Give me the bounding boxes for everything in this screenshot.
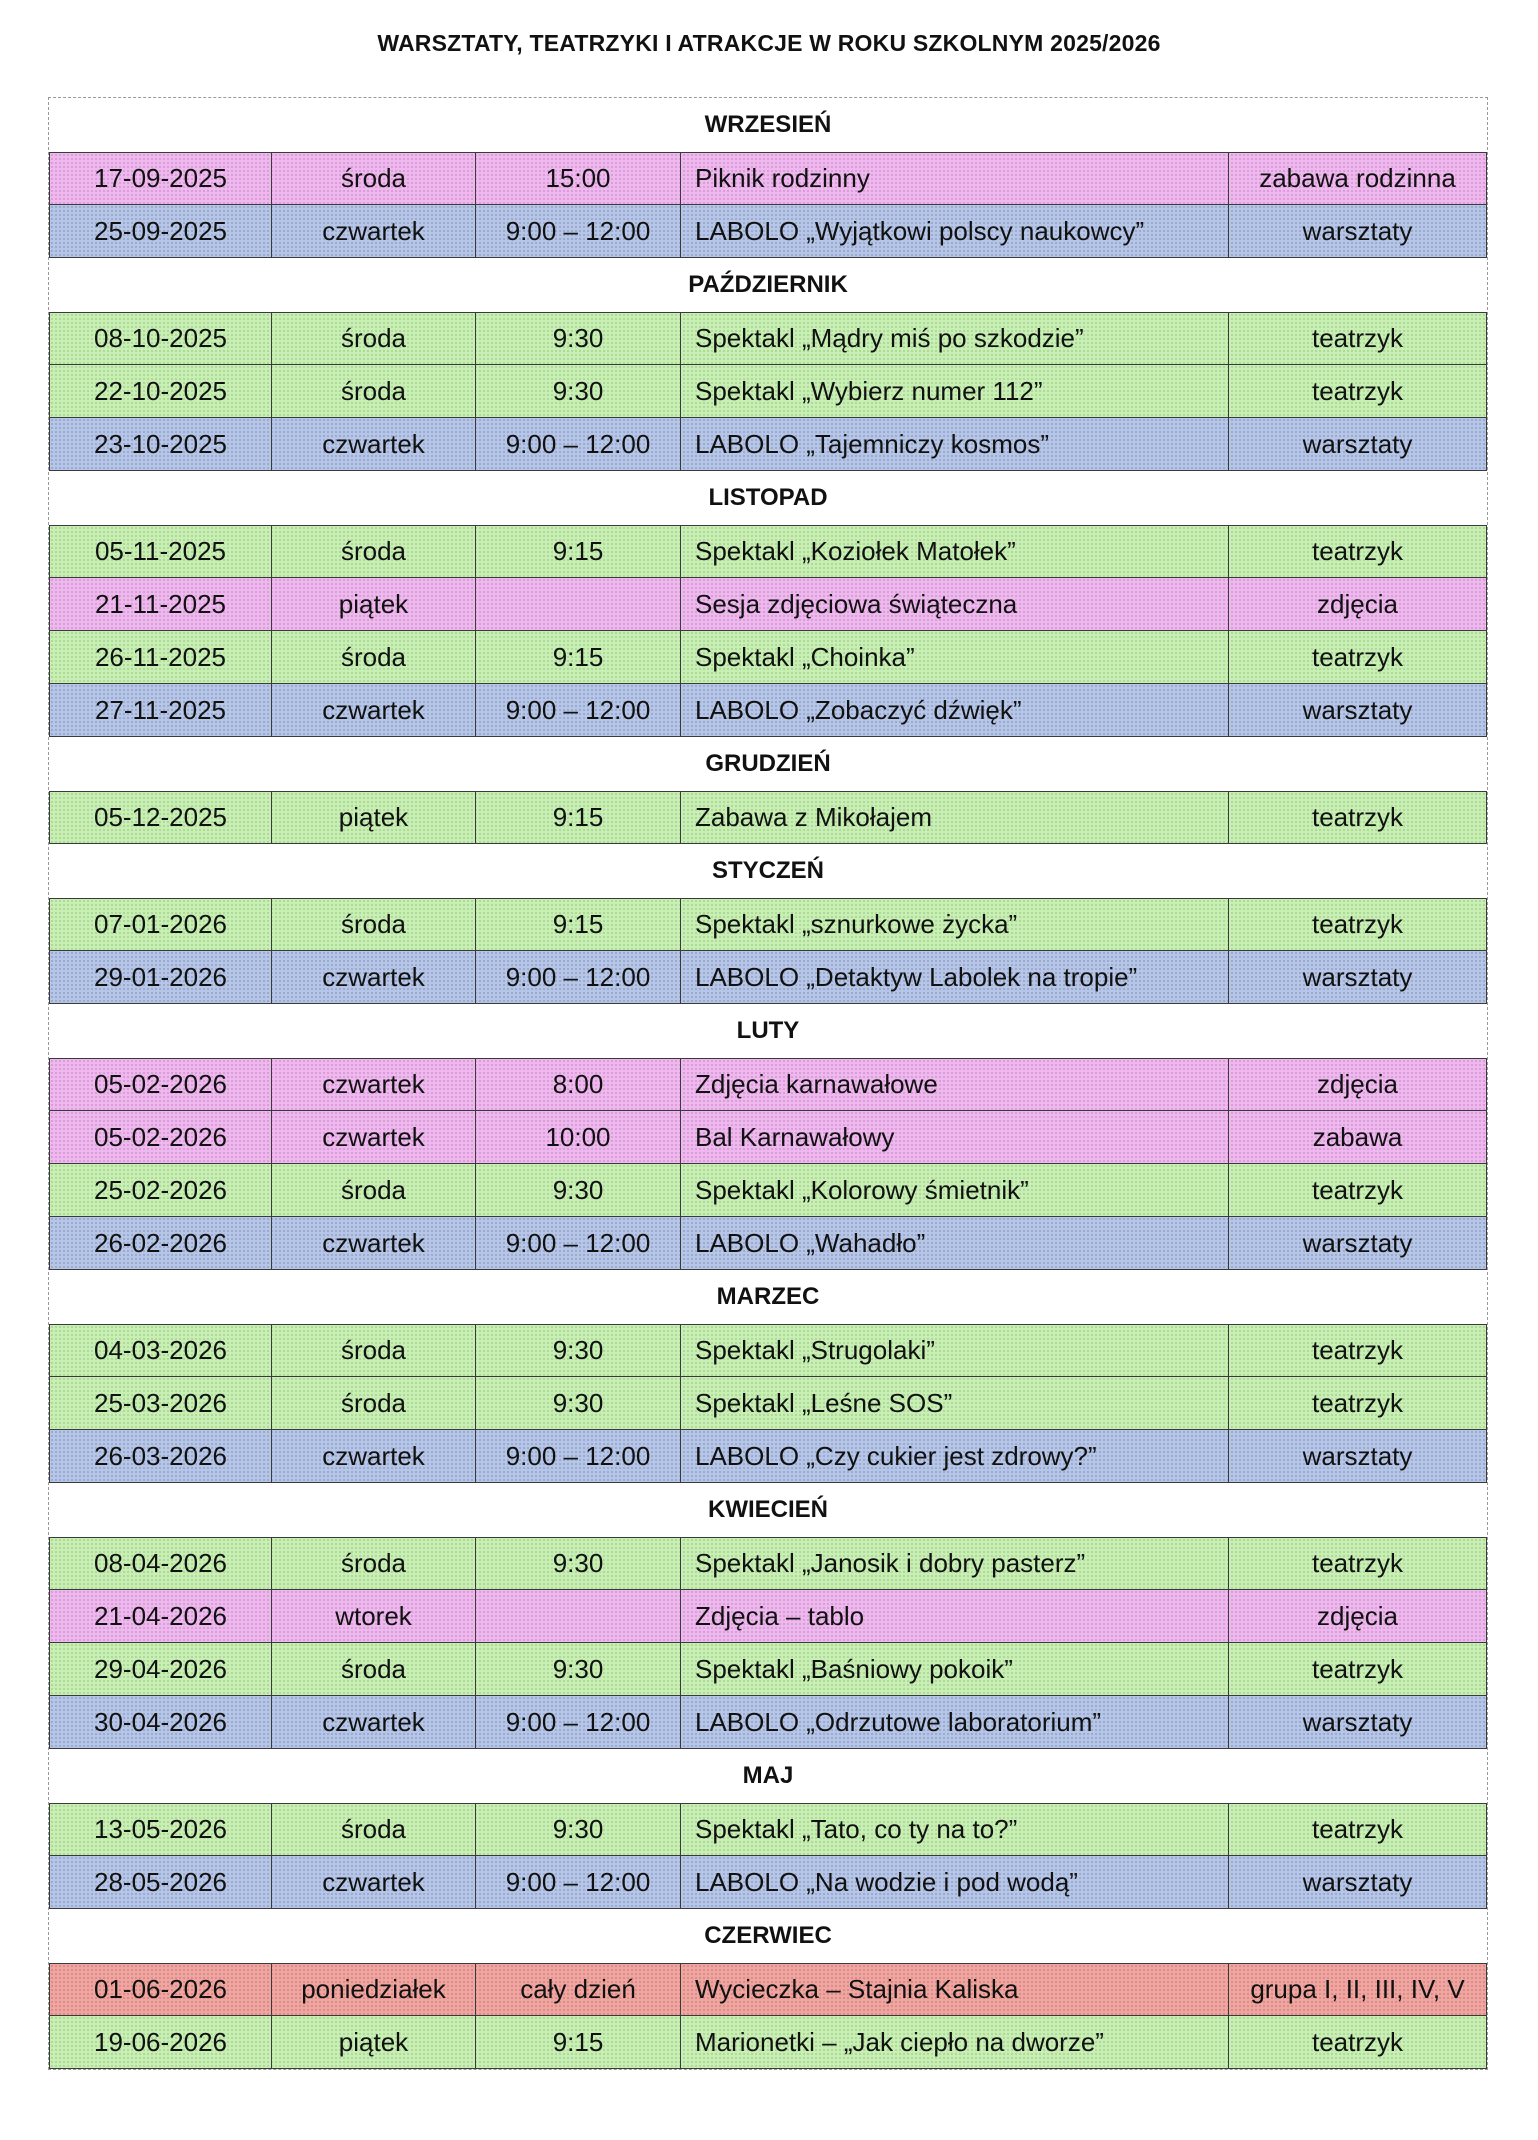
event-cell: Spektakl „Tato, co ty na to?”	[681, 1804, 1229, 1855]
type-cell: teatrzyk	[1311, 1653, 1404, 1684]
date-cell: 04-03-2026	[50, 1325, 272, 1376]
type-cell: teatrzyk	[1311, 1335, 1404, 1365]
weekday-cell: czwartek	[272, 1430, 476, 1482]
event-cell: Spektakl „Leśne SOS”	[681, 1377, 1229, 1429]
date-cell: 05-12-2025	[50, 792, 272, 843]
table-row	[49, 418, 1487, 471]
time-cell	[476, 1590, 681, 1642]
time-cell: 15:00	[476, 153, 681, 204]
time-cell: 9:30	[476, 1325, 681, 1376]
type-cell: teatrzyk	[1311, 1387, 1404, 1418]
time-cell: 9:00 – 12:00	[476, 951, 681, 1003]
date-cell: 30-04-2026	[50, 1696, 272, 1748]
type-cell: warsztaty	[1302, 961, 1413, 992]
month-header: LISTOPAD	[49, 471, 1487, 525]
time-cell: cały dzień	[476, 1964, 681, 2015]
table-row	[49, 631, 1487, 684]
date-cell: 25-02-2026	[50, 1164, 272, 1216]
date-cell: 27-11-2025	[50, 684, 272, 736]
table-row	[49, 525, 1487, 578]
weekday-cell: środa	[272, 1643, 476, 1695]
weekday-cell: czwartek	[272, 1217, 476, 1269]
type-cell: warsztaty	[1302, 1440, 1413, 1471]
event-cell: LABOLO „Wyjątkowi polscy naukowcy”	[681, 205, 1229, 257]
type-cell: teatrzyk	[1311, 1814, 1404, 1844]
type-cell: zdjęcia	[1317, 1069, 1398, 1099]
type-cell: teatrzyk	[1311, 375, 1404, 406]
time-cell: 9:15	[476, 899, 681, 950]
weekday-cell: środa	[272, 526, 476, 577]
date-cell: 21-11-2025	[50, 578, 272, 630]
month-header: PAŹDZIERNIK	[49, 258, 1487, 312]
type-cell: teatrzyk	[1311, 536, 1404, 566]
event-cell: Spektakl „Koziołek Matołek”	[681, 526, 1229, 577]
type-cell: zabawa	[1312, 1121, 1403, 1152]
date-cell: 13-05-2026	[50, 1804, 272, 1855]
time-cell: 9:15	[476, 631, 681, 683]
time-cell: 9:00 – 12:00	[476, 1696, 681, 1748]
time-cell: 9:15	[476, 792, 681, 843]
time-cell: 9:30	[476, 1643, 681, 1695]
table-row	[49, 365, 1487, 418]
type-cell: warsztaty	[1302, 1227, 1413, 1258]
time-cell: 9:30	[476, 365, 681, 417]
type-cell: warsztaty	[1302, 694, 1413, 725]
time-cell: 8:00	[476, 1059, 681, 1110]
type-cell: teatrzyk	[1311, 802, 1404, 832]
table-row	[49, 1430, 1487, 1483]
document-title: WARSZTATY, TEATRZYKI I ATRAKCJE W ROKU SZKOLNYM 2025/2026	[377, 30, 1161, 56]
schedule-table	[48, 97, 1488, 2070]
weekday-cell: środa	[272, 631, 476, 683]
type-cell: teatrzyk	[1311, 2026, 1404, 2057]
time-cell: 9:30	[476, 1164, 681, 1216]
time-cell: 10:00	[476, 1111, 681, 1163]
table-row	[49, 1696, 1487, 1749]
date-cell: 28-05-2026	[50, 1856, 272, 1908]
date-cell: 05-02-2026	[50, 1111, 272, 1163]
type-cell: teatrzyk	[1311, 323, 1404, 353]
table-row	[49, 205, 1487, 258]
time-cell: 9:15	[476, 526, 681, 577]
month-header: MAJ	[49, 1749, 1487, 1803]
table-row	[49, 152, 1487, 205]
table-row	[49, 2016, 1487, 2069]
date-cell: 07-01-2026	[50, 899, 272, 950]
type-cell: warsztaty	[1302, 428, 1413, 459]
time-cell: 9:30	[476, 1377, 681, 1429]
date-cell: 25-03-2026	[50, 1377, 272, 1429]
table-row	[49, 1377, 1487, 1430]
weekday-cell: czwartek	[272, 1696, 476, 1748]
weekday-cell: czwartek	[272, 951, 476, 1003]
event-cell: Spektakl „sznurkowe życka”	[681, 899, 1229, 950]
date-cell: 17-09-2025	[50, 153, 272, 204]
month-header: CZERWIEC	[49, 1909, 1487, 1963]
weekday-cell: czwartek	[272, 684, 476, 736]
weekday-cell: czwartek	[272, 1856, 476, 1908]
event-cell: Bal Karnawałowy	[681, 1111, 1229, 1163]
date-cell: 22-10-2025	[50, 365, 272, 417]
date-cell: 26-11-2025	[50, 631, 272, 683]
event-cell: LABOLO „Wahadło”	[681, 1217, 1229, 1269]
event-cell: Zabawa z Mikołajem	[681, 792, 1229, 843]
event-cell: Spektakl „Baśniowy pokoik”	[681, 1643, 1229, 1695]
date-cell: 23-10-2025	[50, 418, 272, 470]
date-cell: 29-04-2026	[50, 1643, 272, 1695]
date-cell: 08-10-2025	[50, 313, 272, 364]
time-cell: 9:30	[476, 1804, 681, 1855]
time-cell: 9:00 – 12:00	[476, 684, 681, 736]
month-header: MARZEC	[49, 1270, 1487, 1324]
weekday-cell: środa	[272, 1538, 476, 1589]
month-header: WRZESIEŃ	[49, 98, 1487, 152]
weekday-cell: środa	[272, 1325, 476, 1376]
weekday-cell: środa	[272, 153, 476, 204]
weekday-cell: środa	[272, 1804, 476, 1855]
date-cell: 05-11-2025	[50, 526, 272, 577]
table-row	[49, 684, 1487, 737]
event-cell: Spektakl „Kolorowy śmietnik”	[681, 1164, 1229, 1216]
time-cell	[476, 578, 681, 630]
month-header: STYCZEŃ	[49, 844, 1487, 898]
weekday-cell: środa	[272, 313, 476, 364]
table-row	[49, 1537, 1487, 1590]
event-cell: Spektakl „Janosik i dobry pasterz”	[681, 1538, 1229, 1589]
event-cell: LABOLO „Czy cukier jest zdrowy?”	[681, 1430, 1229, 1482]
date-cell: 26-02-2026	[50, 1217, 272, 1269]
weekday-cell: środa	[272, 1164, 476, 1216]
date-cell: 19-06-2026	[50, 2016, 272, 2068]
table-row	[49, 1856, 1487, 1909]
weekday-cell: piątek	[272, 792, 476, 843]
weekday-cell: wtorek	[272, 1590, 476, 1642]
event-cell: Spektakl „Wybierz numer 112”	[681, 365, 1229, 417]
event-cell: Spektakl „Strugolaki”	[681, 1325, 1229, 1376]
type-cell: zdjęcia	[1317, 588, 1398, 619]
date-cell: 25-09-2025	[50, 205, 272, 257]
table-row	[49, 1058, 1487, 1111]
event-cell: LABOLO „Odrzutowe laboratorium”	[681, 1696, 1229, 1748]
date-cell: 29-01-2026	[50, 951, 272, 1003]
table-row	[49, 1111, 1487, 1164]
weekday-cell: czwartek	[272, 205, 476, 257]
table-row	[49, 1963, 1487, 2016]
table-row	[49, 1590, 1487, 1643]
table-row	[49, 578, 1487, 631]
month-header: KWIECIEŃ	[49, 1483, 1487, 1537]
weekday-cell: czwartek	[272, 1059, 476, 1110]
type-cell: teatrzyk	[1311, 909, 1404, 939]
table-row	[49, 1164, 1487, 1217]
table-row	[49, 1803, 1487, 1856]
event-cell: Spektakl „Choinka”	[681, 631, 1229, 683]
type-cell: warsztaty	[1302, 1706, 1413, 1737]
event-cell: Spektakl „Mądry miś po szkodzie”	[681, 313, 1229, 364]
time-cell: 9:00 – 12:00	[476, 1856, 681, 1908]
event-cell: LABOLO „Detaktyw Labolek na tropie”	[681, 951, 1229, 1003]
time-cell: 9:00 – 12:00	[476, 418, 681, 470]
weekday-cell: poniedziałek	[272, 1964, 476, 2015]
weekday-cell: czwartek	[272, 418, 476, 470]
weekday-cell: czwartek	[272, 1111, 476, 1163]
weekday-cell: środa	[272, 1377, 476, 1429]
table-row	[49, 951, 1487, 1004]
event-cell: Sesja zdjęciowa świąteczna	[681, 578, 1229, 630]
event-cell: LABOLO „Tajemniczy kosmos”	[681, 418, 1229, 470]
type-cell: teatrzyk	[1311, 1548, 1404, 1578]
time-cell: 9:00 – 12:00	[476, 1217, 681, 1269]
table-row	[49, 1643, 1487, 1696]
time-cell: 9:30	[476, 1538, 681, 1589]
event-cell: Piknik rodzinny	[681, 153, 1229, 204]
weekday-cell: środa	[272, 899, 476, 950]
weekday-cell: środa	[272, 365, 476, 417]
type-cell: teatrzyk	[1311, 641, 1404, 672]
event-cell: LABOLO „Zobaczyć dźwięk”	[681, 684, 1229, 736]
time-cell: 9:00 – 12:00	[476, 205, 681, 257]
type-cell: teatrzyk	[1311, 1174, 1404, 1205]
table-row	[49, 1324, 1487, 1377]
event-cell: Zdjęcia – tablo	[681, 1590, 1229, 1642]
date-cell: 05-02-2026	[50, 1059, 272, 1110]
date-cell: 08-04-2026	[50, 1538, 272, 1589]
table-row	[49, 898, 1487, 951]
type-cell: grupa I, II, III, IV, V	[1250, 1974, 1465, 2004]
event-cell: LABOLO „Na wodzie i pod wodą”	[681, 1856, 1229, 1908]
table-row	[49, 1217, 1487, 1270]
time-cell: 9:00 – 12:00	[476, 1430, 681, 1482]
type-cell: zdjęcia	[1317, 1600, 1398, 1631]
type-cell: warsztaty	[1302, 1866, 1413, 1897]
month-header: LUTY	[49, 1004, 1487, 1058]
time-cell: 9:15	[476, 2016, 681, 2068]
date-cell: 26-03-2026	[50, 1430, 272, 1482]
weekday-cell: piątek	[272, 578, 476, 630]
table-row	[49, 312, 1487, 365]
date-cell: 01-06-2026	[50, 1964, 272, 2015]
type-cell: warsztaty	[1302, 215, 1413, 246]
table-row	[49, 791, 1487, 844]
event-cell: Zdjęcia karnawałowe	[681, 1059, 1229, 1110]
type-cell: zabawa rodzinna	[1259, 163, 1456, 193]
weekday-cell: piątek	[272, 2016, 476, 2068]
date-cell: 21-04-2026	[50, 1590, 272, 1642]
event-cell: Wycieczka – Stajnia Kaliska	[681, 1964, 1229, 2015]
time-cell: 9:30	[476, 313, 681, 364]
month-header: GRUDZIEŃ	[49, 737, 1487, 791]
event-cell: Marionetki – „Jak ciepło na dworze”	[681, 2016, 1229, 2068]
